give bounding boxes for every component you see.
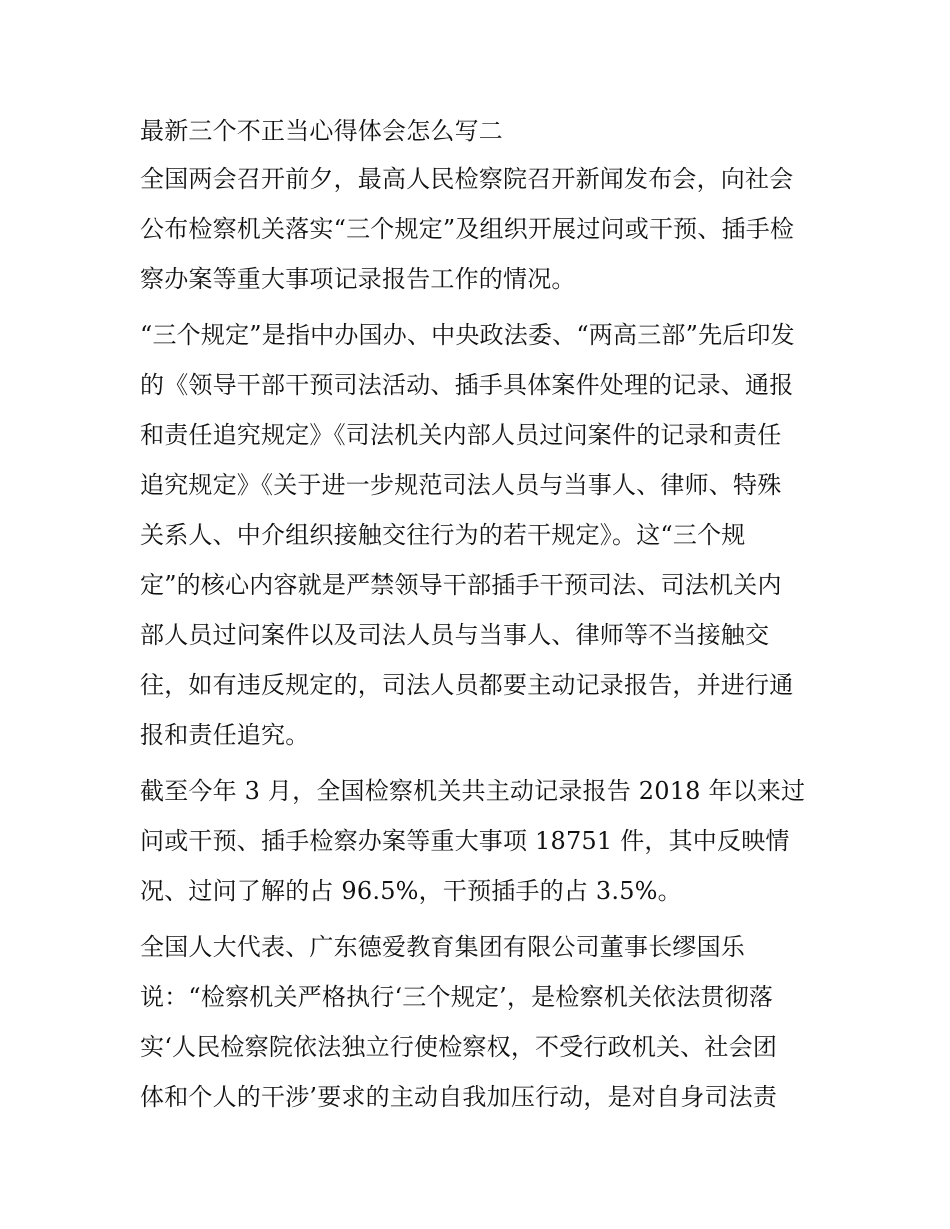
document-body xyxy=(140,110,820,1128)
paragraph-line: 全国两会召开前夕，最高人民检察院召开新闻发布会，向社会 xyxy=(140,165,794,193)
paragraph-1 xyxy=(140,154,820,304)
paragraph-3 xyxy=(140,766,820,916)
paragraph-line: 部人员过问案件以及司法人员与当事人、律师等不当接触交 xyxy=(140,621,770,649)
paragraph-line: “三个规定”是指中办国办、中央政法委、“两高三部”先后印发 xyxy=(140,321,795,349)
paragraph-line: 问或干预、插手检察办案等重大事项 18751 件，其中反映情 xyxy=(140,827,790,855)
paragraph-line: 察办案等重大事项记录报告工作的情况。 xyxy=(140,265,576,293)
paragraph-line: 定”的核心内容就是严禁领导干部插手干预司法、司法机关内 xyxy=(140,571,782,599)
paragraph-line: 关系人、中介组织接触交往行为的若干规定》。这“三个规 xyxy=(140,521,746,549)
paragraph-line: 和责任追究规定》《司法机关内部人员过问案件的记录和责任 xyxy=(140,421,782,449)
paragraph-2 xyxy=(140,310,820,760)
paragraph-line: 全国人大代表、广东德爱教育集团有限公司董事长缪国乐 xyxy=(140,933,745,961)
document-title: 最新三个不正当心得体会怎么写二 xyxy=(140,117,503,145)
paragraph-line: 报和责任追究。 xyxy=(140,721,310,749)
paragraph-line: 说：“检察机关严格执行‘三个规定’，是检察机关依法贯彻落 xyxy=(140,983,774,1011)
paragraph-4 xyxy=(140,922,820,1122)
paragraph-line: 往，如有违反规定的，司法人员都要主动记录报告，并进行通 xyxy=(140,671,794,699)
paragraph-line: 公布检察机关落实“三个规定”及组织开展过问或干预、插手检 xyxy=(140,215,795,243)
paragraph-line: 体和个人的干涉’要求的主动自我加压行动，是对自身司法责 xyxy=(140,1083,778,1111)
paragraph-line: 的《领导干部干预司法活动、插手具体案件处理的记录、通报 xyxy=(140,371,794,399)
paragraph-line: 截至今年 3 月，全国检察机关共主动记录报告 2018 年以来过 xyxy=(140,777,806,805)
paragraph-line: 况、过问了解的占 96.5%，干预插手的占 3.5%。 xyxy=(140,877,682,905)
paragraph-line: 追究规定》《关于进一步规范司法人员与当事人、律师、特殊 xyxy=(140,471,782,499)
paragraph-line: 实‘人民检察院依法独立行使检察权，不受行政机关、社会团 xyxy=(140,1033,778,1061)
